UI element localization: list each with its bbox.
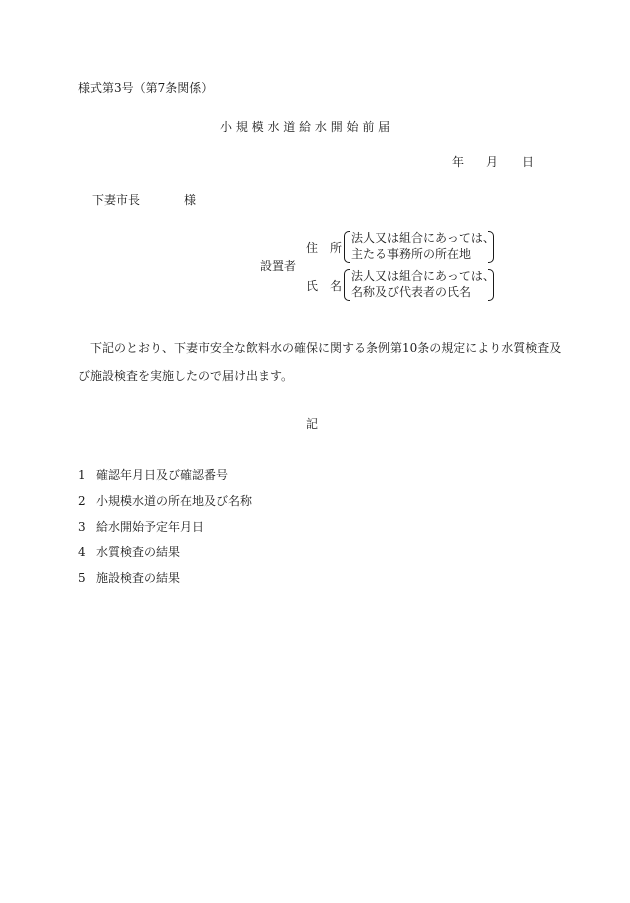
name-bracket-left (344, 269, 350, 301)
list-item (78, 519, 204, 535)
address-bracket-left (344, 231, 350, 263)
item-number: 1 (78, 468, 86, 482)
item-text: 施設検査の結果 (96, 571, 181, 585)
item-number: 2 (78, 494, 86, 508)
address-label: 住 所 (306, 241, 343, 255)
item-text: 水質検査の結果 (96, 545, 181, 559)
form-number: 様式第3号（第7条関係） (78, 81, 214, 95)
address-note-line-1: 法人又は組合にあっては、 (351, 231, 495, 245)
date-month: 月 (486, 155, 499, 169)
body-line-2: び施設検査を実施したので届け出ます。 (78, 369, 294, 383)
addressee-honorific: 様 (184, 193, 197, 207)
item-text: 小規模水道の所在地及び名称 (96, 494, 253, 508)
installer-label: 設置者 (260, 259, 297, 273)
name-note-line-1: 法人又は組合にあっては、 (351, 269, 495, 283)
item-number: 5 (78, 571, 86, 585)
name-label: 氏 名 (306, 279, 343, 293)
address-bracket-right (488, 231, 494, 263)
item-number: 4 (78, 545, 86, 559)
address-note-line-2: 主たる事務所の所在地 (351, 247, 472, 261)
note-heading: 記 (306, 417, 319, 431)
list-item (78, 493, 252, 509)
addressee-name: 下妻市長 (92, 193, 141, 207)
list-item (78, 467, 228, 483)
item-text: 確認年月日及び確認番号 (96, 468, 229, 482)
name-bracket-right (488, 269, 494, 301)
item-text: 給水開始予定年月日 (96, 520, 205, 534)
body-line-1: 下記のとおり、下妻市安全な飲料水の確保に関する条例第10条の規定により水質検査及 (78, 341, 562, 355)
date-year: 年 (452, 155, 465, 169)
name-note-line-2: 名称及び代表者の氏名 (351, 285, 472, 299)
item-number: 3 (78, 520, 86, 534)
document-title: 小 規 模 水 道 給 水 開 始 前 届 (220, 120, 391, 134)
list-item (78, 570, 180, 586)
list-item (78, 544, 180, 560)
date-day: 日 (522, 155, 535, 169)
